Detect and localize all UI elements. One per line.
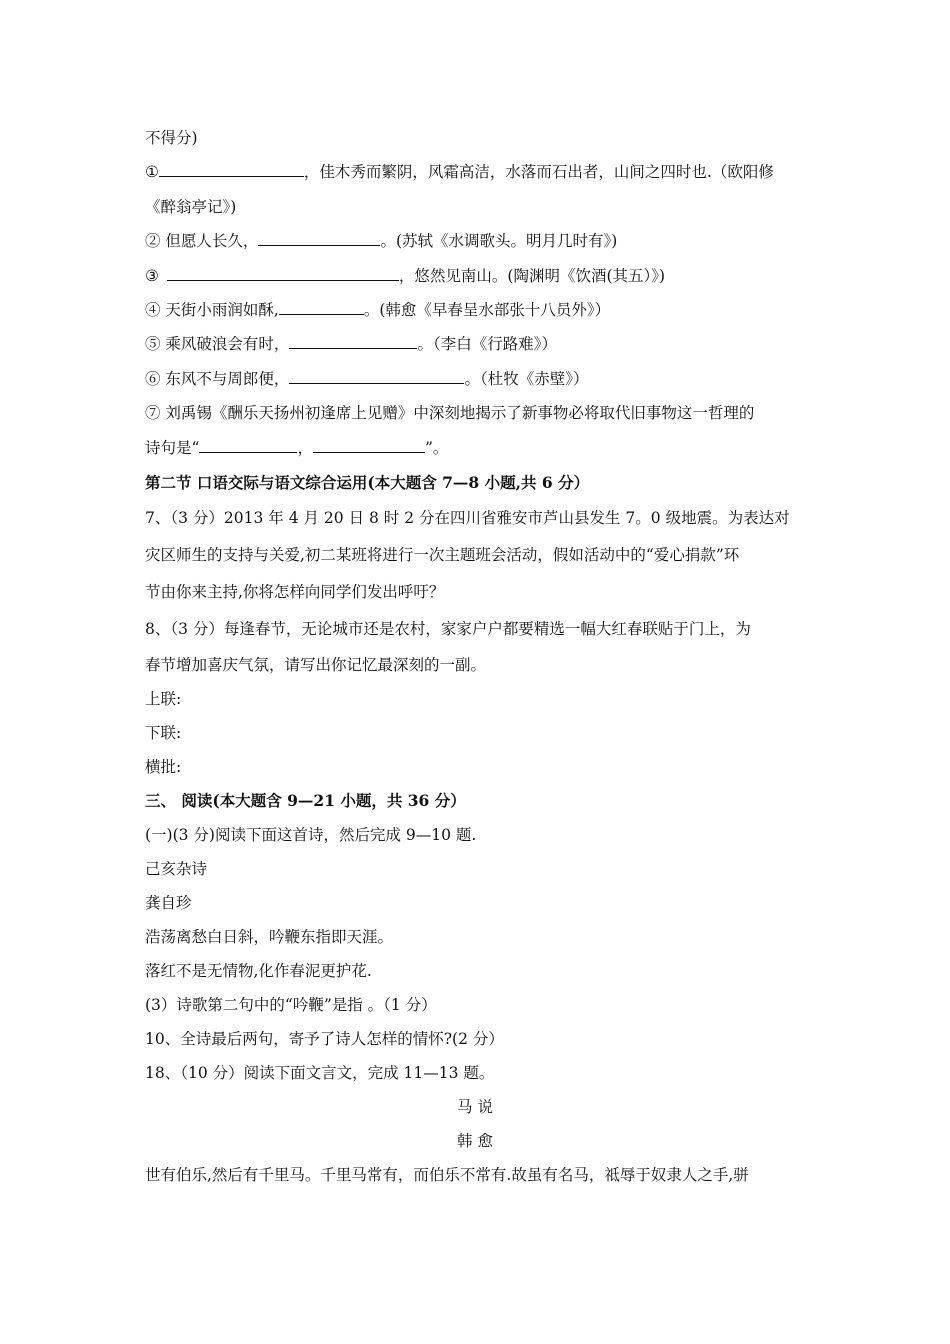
reading-instruction: 18、（10 分）阅读下面文言文，完成 11—13 题。 (145, 1064, 495, 1082)
reading-instruction: (一)(3 分)阅读下面这首诗，然后完成 9—10 题. (145, 826, 477, 844)
item-text: ”。 (424, 439, 449, 457)
question-9: (3）诗歌第二句中的“吟鞭”是指 。（1 分） (145, 996, 437, 1014)
essay-author: 韩 愈 (457, 1132, 493, 1150)
answer-blank[interactable] (167, 266, 399, 281)
answer-blank[interactable] (289, 334, 417, 349)
essay-text: 世有伯乐,然后有千里马。千里马常有，而伯乐不常有.故虽有名马，祗辱于奴隶人之手,骈 (145, 1166, 749, 1184)
question-7: 7、（3 分）2013 年 4 月 20 日 8 时 2 分在四川省雅安市芦山县发生 7。0 级地震。为表达对 (145, 509, 790, 527)
section-heading: 第二节 口语交际与语文综合运用(本大题含 7—8 小题,共 6 分） (145, 473, 590, 492)
text-line: 《醉翁亭记》) (145, 198, 237, 216)
item-text: 诗句是“ (145, 439, 200, 457)
question-6-item-7: ⑦ 刘禹锡《酬乐天扬州初逢席上见赠》中深刻地揭示了新事物必将取代旧事物这一哲理的 (145, 404, 755, 422)
question-7-cont: 灾区师生的支持与关爱,初二某班将进行一次主题班会活动，假如活动中的“爱心捐款”环 (145, 546, 740, 564)
item-text: 。(苏轼《水调歌头。明月几时有》) (380, 232, 618, 250)
answer-blank[interactable] (289, 369, 464, 384)
item-text: 。（杜牧《赤壁》） (464, 370, 589, 388)
lower-couplet-label: 下联: (145, 724, 182, 742)
essay-title: 马 说 (457, 1098, 493, 1116)
item-text: ， (297, 439, 313, 457)
item-text: ，悠然见南山。(陶渊明《饮酒(其五）》) (398, 267, 666, 285)
item-text: ⑤ 乘风破浪会有时， (145, 335, 290, 353)
item-text: ② 但愿人长久， (145, 232, 259, 250)
question-6-item-3 (145, 266, 810, 286)
question-6-item-6 (145, 369, 810, 389)
question-8: 8、（3 分）每逢春节，无论城市还是农村，家家户户都要精选一幅大红春联贴于门上，为 (145, 620, 751, 638)
item-number: ① (145, 163, 159, 181)
item-number: ③ (145, 267, 159, 285)
item-text: 。(韩愈《早春呈水部张十八员外》） (363, 301, 611, 319)
poem-line: 浩荡离愁白日斜，吟鞭东指即天涯。 (145, 928, 394, 946)
item-text: ，佳木秀而繁阴，风霜高洁，水落而石出者，山间之四时也.（欧阳修 (303, 163, 774, 181)
question-6-item-1 (145, 162, 810, 182)
answer-blank[interactable] (279, 300, 364, 315)
question-7-cont: 节由你来主持,你将怎样向同学们发出呼吁？ (145, 583, 445, 601)
answer-blank[interactable] (313, 438, 425, 453)
question-6-item-4 (145, 300, 810, 320)
text-line: 不得分) (145, 129, 198, 147)
answer-blank[interactable] (159, 162, 304, 177)
question-6-item-7-answer (145, 438, 810, 458)
section-heading: 三、 阅读(本大题含 9—21 小题，共 36 分） (145, 791, 466, 810)
item-text: ④ 天街小雨润如酥, (145, 301, 279, 319)
question-8-cont: 春节增加喜庆气氛，请写出你记忆最深刻的一副。 (145, 656, 487, 674)
question-6-item-5 (145, 334, 810, 354)
answer-blank[interactable] (258, 231, 380, 246)
item-text: ⑥ 东风不与周郎便， (145, 370, 290, 388)
upper-couplet-label: 上联: (145, 690, 182, 708)
question-6-item-2 (145, 231, 810, 251)
answer-blank[interactable] (199, 438, 297, 453)
poem-line: 落红不是无情物,化作春泥更护花. (145, 962, 372, 980)
question-10: 10、全诗最后两句，寄予了诗人怎样的情怀?(2 分） (145, 1030, 504, 1048)
horizontal-scroll-label: 横批: (145, 758, 182, 776)
item-text: 。（李白《行路难》） (417, 335, 557, 353)
poem-author: 龚自珍 (145, 894, 192, 912)
poem-title: 己亥杂诗 (145, 860, 208, 878)
